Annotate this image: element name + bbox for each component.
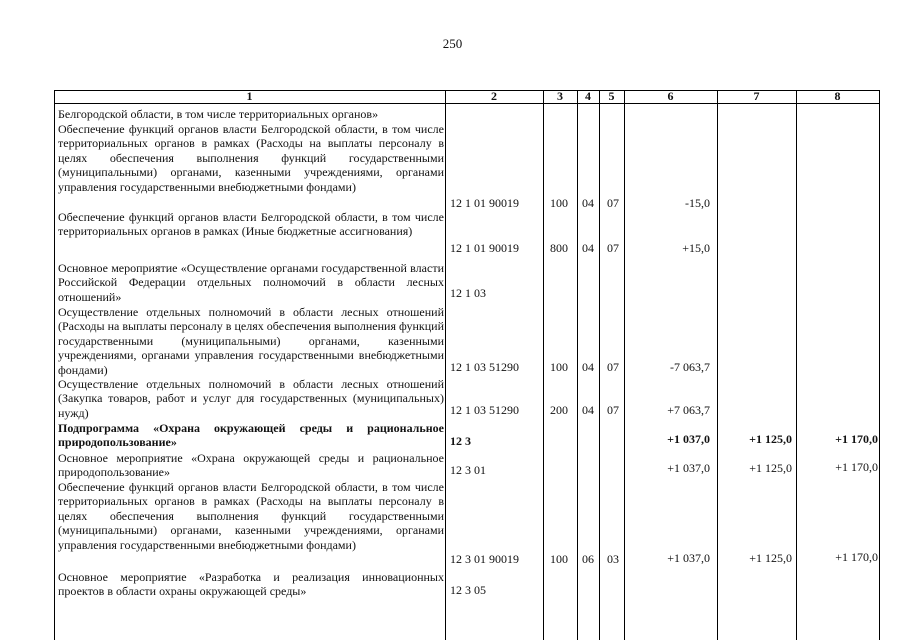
- row-amount-col6: -7 063,7: [670, 360, 710, 374]
- row-code: 12 3 05: [450, 583, 486, 597]
- row-description: Основное мероприятие «Разработка и реализация инновационных проектов в области охраны окружающей среды»: [58, 570, 444, 599]
- row-description: Белгородской области, в том числе территориальных органов»: [58, 107, 379, 121]
- row-subsection: 07: [607, 360, 619, 374]
- header-col-6: 6: [667, 89, 674, 103]
- row-code: 12 1 03 51290: [450, 360, 519, 374]
- row-description: Обеспечение функций органов власти Белгородской области, в том числе территориальных органов в рамках (Иные бюджетные ассигнования): [58, 210, 444, 239]
- row-description: Подпрограмма «Охрана окружающей среды и рациональное природопользование»: [58, 421, 444, 450]
- row-subsection: 07: [607, 403, 619, 417]
- row-code: 12 3 01 90019: [450, 552, 519, 566]
- header-col-4: 4: [585, 89, 591, 103]
- header-col-3: 3: [557, 89, 563, 103]
- row-code: 12 1 03 51290: [450, 403, 519, 417]
- row-amount-col6: +15,0: [682, 241, 710, 255]
- row-amount-col6: +1 037,0: [667, 551, 710, 565]
- row-section: 04: [582, 241, 594, 255]
- row-description: Обеспечение функций органов власти Белгородской области, в том числе территориальных органов в рамках (Расходы на выплаты персоналу в целях обеспечения выполнения функций государственными (муниципальными) органами, казенными учреждениями, органами управления государственными внебюджетными фондами): [58, 122, 444, 194]
- header-col-7: 7: [753, 89, 760, 103]
- row-amount-col8: +1 170,0: [835, 460, 878, 474]
- row-description: Осуществление отдельных полномочий в области лесных отношений (Расходы на выплаты персоналу в целях обеспечения выполнения функций государственными (муниципальными) органами, казенными учреждениями, органами управления государственными внебюджетными фондами): [58, 305, 444, 377]
- row-section: 04: [582, 403, 594, 417]
- header-col-2: 2: [491, 89, 497, 103]
- row-amount-col6: -15,0: [685, 196, 710, 210]
- row-expense-type: 100: [550, 360, 568, 374]
- row-description: Основное мероприятие «Осуществление органами государственной власти Российской Федерации отдельных полномочий в области лесных отношений»: [58, 261, 444, 304]
- row-description: Обеспечение функций органов власти Белгородской области, в том числе территориальных органов в рамках (Расходы на выплаты персоналу в целях обеспечения выполнения функций государственными (муниципальными) органами, казенными учреждениями, органами управления государственными внебюджетными фондами): [58, 480, 444, 552]
- row-code: 12 1 03: [450, 286, 486, 300]
- row-expense-type: 100: [550, 196, 568, 210]
- row-expense-type: 100: [550, 552, 568, 566]
- row-section: 04: [582, 360, 594, 374]
- header-col-1: 1: [246, 89, 253, 103]
- header-col-5: 5: [608, 89, 615, 103]
- budget-table: [54, 90, 880, 640]
- row-section: 06: [582, 552, 594, 566]
- row-amount-col6: +1 037,0: [667, 432, 710, 446]
- row-amount-col6: +7 063,7: [667, 403, 710, 417]
- row-description: Основное мероприятие «Охрана окружающей среды и рациональное природопользование»: [58, 451, 444, 480]
- row-subsection: 03: [607, 552, 619, 566]
- row-amount-col7: +1 125,0: [749, 461, 792, 475]
- row-code: 12 1 01 90019: [450, 196, 519, 210]
- header-col-8: 8: [834, 89, 841, 103]
- row-amount-col7: +1 125,0: [749, 432, 792, 446]
- row-amount-col7: +1 125,0: [749, 551, 792, 565]
- row-code: 12 1 01 90019: [450, 241, 519, 255]
- row-description: Осуществление отдельных полномочий в области лесных отношений (Закупка товаров, работ и услуг для государственных (муниципальных) нужд): [58, 377, 444, 420]
- row-code: 12 3: [450, 434, 471, 448]
- row-amount-col8: +1 170,0: [835, 432, 878, 446]
- page-number: 250: [442, 36, 463, 51]
- row-subsection: 07: [607, 196, 619, 210]
- row-expense-type: 800: [550, 241, 568, 255]
- row-expense-type: 200: [550, 403, 568, 417]
- row-amount-col6: +1 037,0: [667, 461, 710, 475]
- row-subsection: 07: [607, 241, 619, 255]
- row-amount-col8: +1 170,0: [835, 550, 878, 564]
- row-code: 12 3 01: [450, 463, 486, 477]
- row-section: 04: [582, 196, 594, 210]
